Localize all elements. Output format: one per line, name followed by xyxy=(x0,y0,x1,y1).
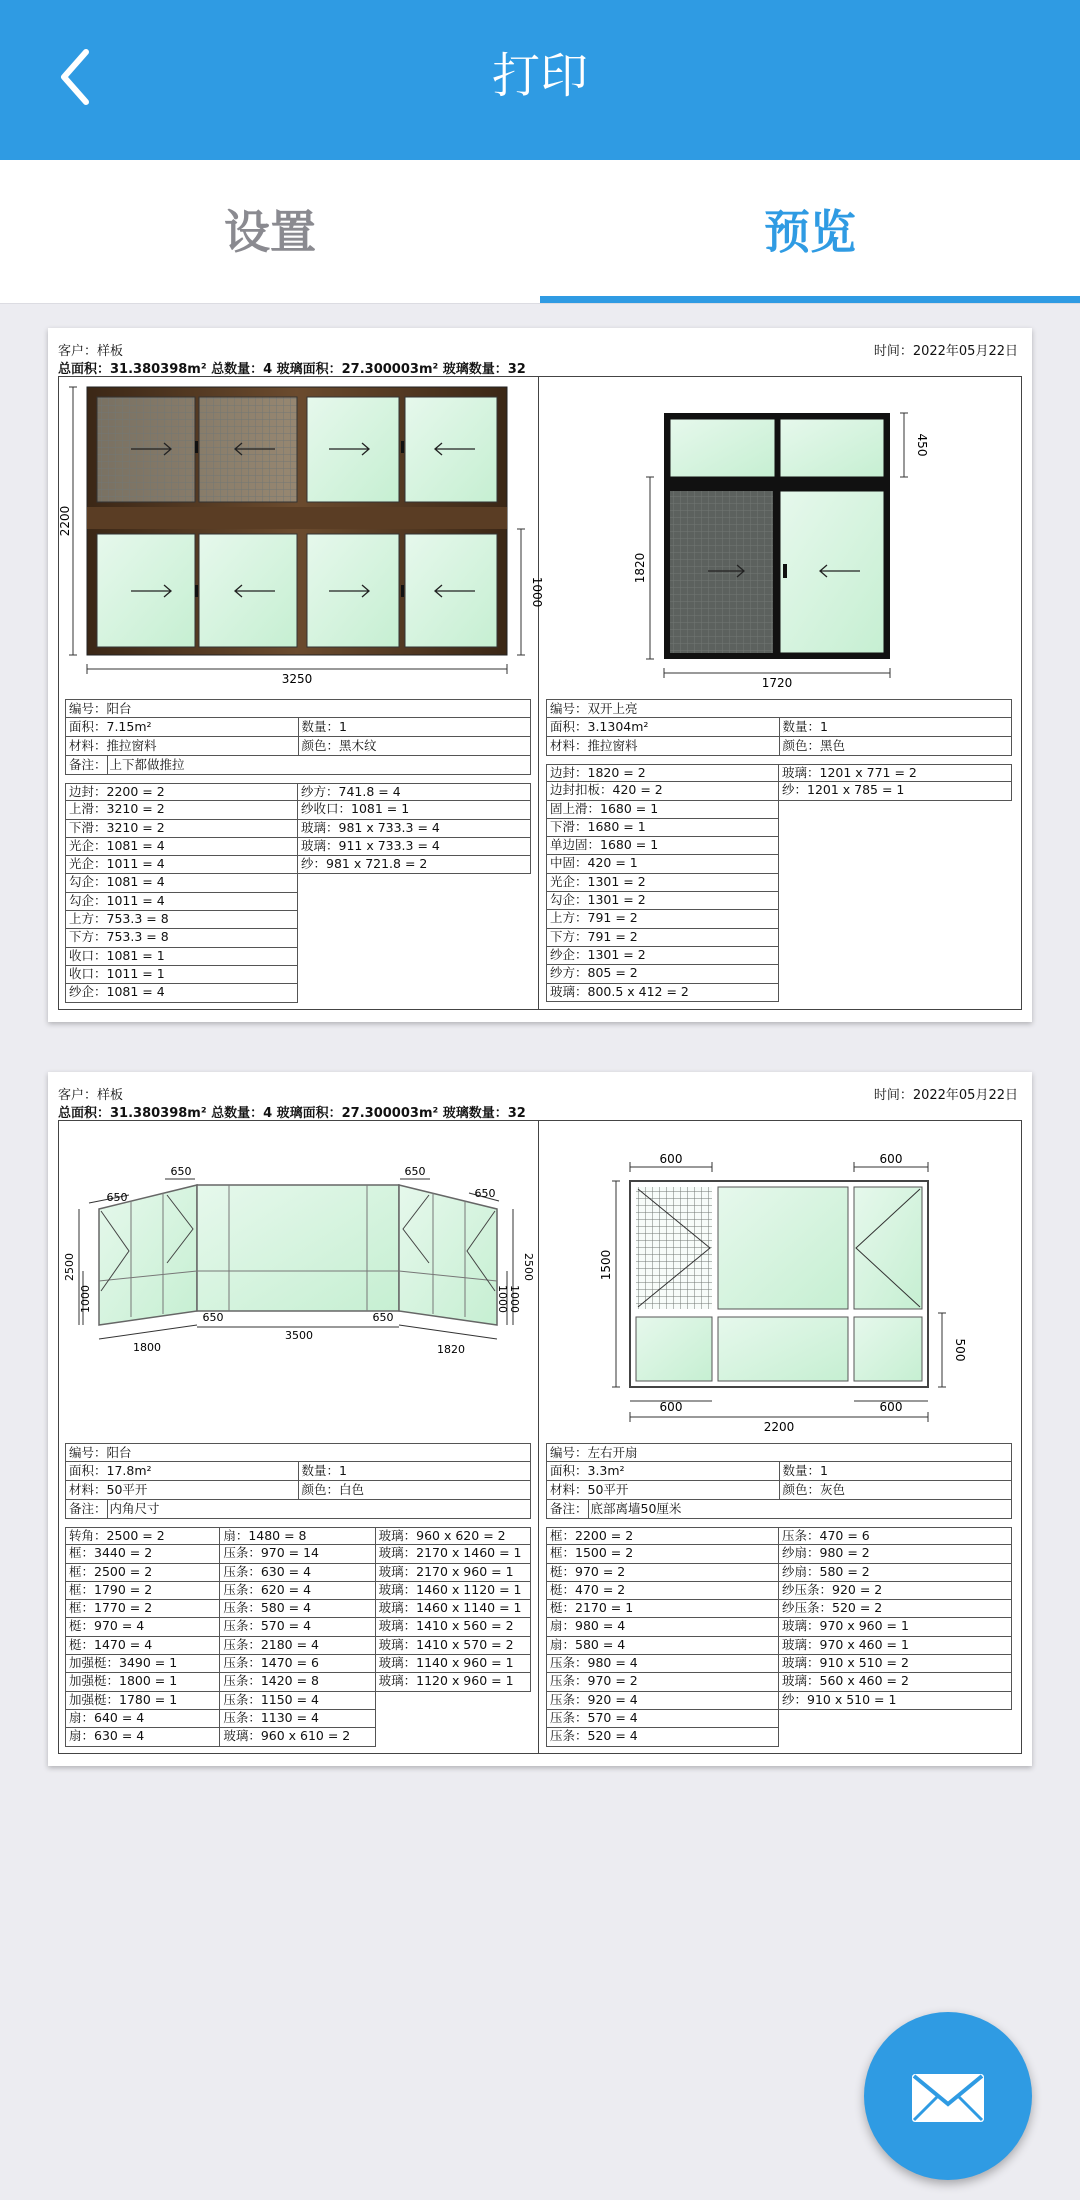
app-bar xyxy=(0,0,1080,160)
code-label: 编号：左右开扇 xyxy=(550,1445,638,1460)
material-item: 上方：791 = 2 xyxy=(546,910,779,928)
material-column xyxy=(298,783,531,874)
qty-label: 数量：1 xyxy=(298,718,531,736)
code-label: 编号：阳台 xyxy=(69,1445,132,1460)
dim-h1: 1800 xyxy=(133,1341,161,1354)
material-item: 玻璃：981 x 733.3 = 4 xyxy=(298,820,531,838)
material-column xyxy=(779,764,1012,801)
material-item: 纱企：1081 = 4 xyxy=(65,984,298,1002)
tab-preview[interactable]: 预览 xyxy=(764,205,856,259)
mail-icon xyxy=(864,2012,1032,2180)
window-drawing xyxy=(540,377,1018,697)
dim-l2: 1000 xyxy=(79,1285,92,1313)
material-item: 梃：470 = 2 xyxy=(546,1582,779,1600)
material-item: 纱扇：580 = 2 xyxy=(779,1564,1012,1582)
material-item: 玻璃：960 x 620 = 2 xyxy=(376,1527,531,1545)
material-item: 纱压条：520 = 2 xyxy=(779,1600,1012,1618)
material-item: 压条：970 = 14 xyxy=(220,1545,375,1563)
material-item: 玻璃：1410 x 570 = 2 xyxy=(376,1637,531,1655)
material-item: 勾企：1081 = 4 xyxy=(65,874,298,892)
code-label: 编号：双开上亮 xyxy=(550,701,638,716)
material-item: 框：2500 = 2 xyxy=(65,1564,220,1582)
material-item: 玻璃：911 x 733.3 = 4 xyxy=(298,838,531,856)
material-item: 勾企：1301 = 2 xyxy=(546,892,779,910)
material-column xyxy=(779,1527,1012,1710)
dim-b: 650 xyxy=(170,1165,192,1178)
print-page-2 xyxy=(48,1072,1032,1766)
window-cell xyxy=(540,377,1018,1009)
material-label: 材料：推拉窗料 xyxy=(550,738,638,753)
window-cell xyxy=(58,377,544,1009)
material-label: 材料：50平开 xyxy=(69,1482,148,1497)
remark-label: 备注： xyxy=(550,1501,588,1516)
dim-g: 3500 xyxy=(285,1329,313,1342)
window-info-table xyxy=(546,699,1012,756)
area-label: 面积：3.1304m² xyxy=(550,719,649,734)
material-item: 光企：1081 = 4 xyxy=(65,838,298,856)
dim-height: 1500 xyxy=(599,1249,613,1281)
material-item: 梃：2170 = 1 xyxy=(546,1600,779,1618)
material-item: 框：1500 = 2 xyxy=(546,1545,779,1563)
window-cell xyxy=(59,1121,537,1753)
window-info-table xyxy=(65,1443,531,1519)
summary-label: 总面积：31.380398m² 总数量：4 玻璃面积：27.300003m² 玻璃数量：32 xyxy=(58,362,526,377)
material-item: 压条：470 = 6 xyxy=(779,1527,1012,1545)
material-item: 梃：970 = 2 xyxy=(546,1564,779,1582)
area-label: 面积：17.8m² xyxy=(69,1463,152,1478)
tab-settings[interactable]: 设置 xyxy=(224,205,316,259)
material-item: 扇：580 = 4 xyxy=(546,1637,779,1655)
material-list xyxy=(546,764,1012,1002)
remark-value: 底部离墙50厘米 xyxy=(588,1500,1011,1518)
window-info-table xyxy=(65,699,531,775)
dim-top-right: 600 xyxy=(879,1152,903,1166)
color-label: 颜色：白色 xyxy=(298,1481,531,1499)
dim-r3: 2500 xyxy=(522,1253,535,1281)
dim-h2: 1820 xyxy=(437,1343,465,1356)
dim-top-left: 600 xyxy=(659,1152,683,1166)
material-item: 玻璃：2170 x 960 = 1 xyxy=(376,1564,531,1582)
material-item: 扇：640 = 4 xyxy=(65,1710,220,1728)
material-item: 梃：1470 = 4 xyxy=(65,1637,220,1655)
customer-label: 客户：样板 xyxy=(58,344,124,359)
qty-label: 数量：1 xyxy=(298,1462,531,1480)
dim-lower-height: 500 xyxy=(953,1338,967,1362)
area-label: 面积：7.15m² xyxy=(69,719,152,734)
material-item: 玻璃：970 x 960 = 1 xyxy=(779,1618,1012,1636)
dim-height: 2200 xyxy=(58,505,72,537)
dim-d: 650 xyxy=(474,1187,496,1200)
material-item: 压条：630 = 4 xyxy=(220,1564,375,1582)
material-item: 单边固：1680 = 1 xyxy=(546,837,779,855)
material-item: 压条：520 = 4 xyxy=(546,1728,779,1746)
material-item: 转角：2500 = 2 xyxy=(65,1527,220,1545)
material-item: 中固：420 = 1 xyxy=(546,855,779,873)
material-item: 纱：910 x 510 = 1 xyxy=(779,1692,1012,1710)
material-item: 压条：920 = 4 xyxy=(546,1692,779,1710)
window-cell xyxy=(540,1121,1018,1753)
page-title: 打印 xyxy=(491,48,588,104)
material-item: 下方：791 = 2 xyxy=(546,929,779,947)
material-item: 下滑：3210 = 2 xyxy=(65,820,298,838)
material-item: 扇：1480 = 8 xyxy=(220,1527,375,1545)
dim-width: 3250 xyxy=(281,672,313,686)
material-item: 框：3440 = 2 xyxy=(65,1545,220,1563)
material-item: 纱：981 x 721.8 = 2 xyxy=(298,856,531,874)
material-item: 玻璃：1460 x 1120 = 1 xyxy=(376,1582,531,1600)
qty-label: 数量：1 xyxy=(779,1462,1012,1480)
window-drawing xyxy=(58,377,544,697)
dim-width: 2200 xyxy=(763,1420,795,1434)
material-item: 压条：2180 = 4 xyxy=(220,1637,375,1655)
cell-divider xyxy=(538,1121,539,1753)
material-item: 压条：1470 = 6 xyxy=(220,1655,375,1673)
dim-e: 650 xyxy=(202,1311,224,1324)
dim-a: 650 xyxy=(106,1191,128,1204)
material-column xyxy=(65,783,298,1003)
dim-c: 650 xyxy=(404,1165,426,1178)
material-item: 玻璃：960 x 610 = 2 xyxy=(220,1728,375,1746)
material-item: 纱收口：1081 = 1 xyxy=(298,801,531,819)
color-label: 颜色：黑木纹 xyxy=(298,737,531,755)
material-item: 玻璃：910 x 510 = 2 xyxy=(779,1655,1012,1673)
material-label: 材料：推拉窗料 xyxy=(69,738,157,753)
material-item: 压条：580 = 4 xyxy=(220,1600,375,1618)
material-list xyxy=(546,1527,1012,1747)
material-item: 纱压条：920 = 2 xyxy=(779,1582,1012,1600)
material-item: 勾企：1011 = 4 xyxy=(65,893,298,911)
material-item: 光企：1011 = 4 xyxy=(65,856,298,874)
material-item: 下方：753.3 = 8 xyxy=(65,929,298,947)
material-item: 玻璃：1140 x 960 = 1 xyxy=(376,1655,531,1673)
material-item: 压条：570 = 4 xyxy=(220,1618,375,1636)
material-item: 框：1770 = 2 xyxy=(65,1600,220,1618)
material-item: 边封：2200 = 2 xyxy=(65,783,298,801)
material-item: 玻璃：1460 x 1140 = 1 xyxy=(376,1600,531,1618)
material-item: 玻璃：560 x 460 = 2 xyxy=(779,1673,1012,1691)
dim-top-height: 450 xyxy=(915,433,929,457)
material-item: 上滑：3210 = 2 xyxy=(65,801,298,819)
material-item: 玻璃：970 x 460 = 1 xyxy=(779,1637,1012,1655)
window-info-table xyxy=(546,1443,1012,1519)
material-item: 压条：570 = 4 xyxy=(546,1710,779,1728)
material-item: 扇：630 = 4 xyxy=(65,1728,220,1746)
material-item: 加强梃：3490 = 1 xyxy=(65,1655,220,1673)
cell-divider xyxy=(538,377,539,1009)
material-item: 收口：1081 = 1 xyxy=(65,948,298,966)
material-item: 压条：970 = 2 xyxy=(546,1673,779,1691)
material-item: 光企：1301 = 2 xyxy=(546,874,779,892)
dim-r2: 1000 xyxy=(508,1285,521,1313)
material-label: 材料：50平开 xyxy=(550,1482,629,1497)
active-tab-indicator xyxy=(540,296,1080,303)
material-item: 压条：1420 = 8 xyxy=(220,1673,375,1691)
dim-r1: 1000 xyxy=(496,1285,509,1313)
remark-label: 备注： xyxy=(69,757,107,772)
material-column xyxy=(376,1527,531,1692)
material-item: 扇：980 = 4 xyxy=(546,1618,779,1636)
material-item: 边封扣板：420 = 2 xyxy=(546,782,779,800)
material-item: 加强梃：1800 = 1 xyxy=(65,1673,220,1691)
time-label: 时间：2022年05月22日 xyxy=(873,1088,1018,1103)
dim-width: 1720 xyxy=(761,676,793,690)
dim-f: 650 xyxy=(372,1311,394,1324)
material-item: 加强梃：1780 = 1 xyxy=(65,1692,220,1710)
dim-bottom-right: 600 xyxy=(879,1400,903,1414)
material-item: 纱企：1301 = 2 xyxy=(546,947,779,965)
material-item: 纱扇：980 = 2 xyxy=(779,1545,1012,1563)
material-item: 压条：1130 = 4 xyxy=(220,1710,375,1728)
page-grid xyxy=(58,1120,1022,1754)
material-item: 玻璃：1120 x 960 = 1 xyxy=(376,1673,531,1691)
window-drawing xyxy=(59,1121,537,1441)
send-email-button[interactable] xyxy=(864,2012,1032,2180)
remark-value: 上下都做推拉 xyxy=(107,756,530,774)
material-item: 纱：1201 x 785 = 1 xyxy=(779,782,1012,800)
time-label: 时间：2022年05月22日 xyxy=(873,344,1018,359)
material-item: 压条：980 = 4 xyxy=(546,1655,779,1673)
window-drawing xyxy=(540,1121,1018,1441)
material-column xyxy=(546,1527,779,1747)
material-item: 玻璃：2170 x 1460 = 1 xyxy=(376,1545,531,1563)
customer-label: 客户：样板 xyxy=(58,1088,124,1103)
color-label: 颜色：黑色 xyxy=(779,737,1012,755)
summary-label: 总面积：31.380398m² 总数量：4 玻璃面积：27.300003m² 玻璃数量：32 xyxy=(58,1106,526,1121)
area-label: 面积：3.3m² xyxy=(550,1463,625,1478)
material-item: 边封：1820 = 2 xyxy=(546,764,779,782)
page-grid xyxy=(58,376,1022,1010)
material-column xyxy=(546,764,779,1002)
material-item: 框：1790 = 2 xyxy=(65,1582,220,1600)
tab-bar xyxy=(0,160,1080,304)
material-item: 玻璃：1201 x 771 = 2 xyxy=(779,764,1012,782)
material-column xyxy=(220,1527,375,1747)
material-item: 玻璃：1410 x 560 = 2 xyxy=(376,1618,531,1636)
code-label: 编号：阳台 xyxy=(69,701,132,716)
remark-label: 备注： xyxy=(69,1501,107,1516)
material-item: 纱方：805 = 2 xyxy=(546,965,779,983)
material-list xyxy=(65,783,531,1003)
dim-l1: 2500 xyxy=(63,1253,76,1281)
material-item: 纱方：741.8 = 4 xyxy=(298,783,531,801)
dim-bottom-left: 600 xyxy=(659,1400,683,1414)
qty-label: 数量：1 xyxy=(779,718,1012,736)
color-label: 颜色：灰色 xyxy=(779,1481,1012,1499)
material-item: 压条：1150 = 4 xyxy=(220,1692,375,1710)
material-item: 梃：970 = 4 xyxy=(65,1618,220,1636)
material-item: 固上滑：1680 = 1 xyxy=(546,801,779,819)
material-item: 压条：620 = 4 xyxy=(220,1582,375,1600)
material-item: 收口：1011 = 1 xyxy=(65,966,298,984)
remark-value: 内角尺寸 xyxy=(107,1500,530,1518)
material-list xyxy=(65,1527,531,1747)
print-page-1 xyxy=(48,328,1032,1022)
material-item: 上方：753.3 = 8 xyxy=(65,911,298,929)
material-item: 框：2200 = 2 xyxy=(546,1527,779,1545)
dim-lower-height: 1000 xyxy=(530,576,544,608)
dim-height: 1820 xyxy=(633,552,647,584)
material-item: 玻璃：800.5 x 412 = 2 xyxy=(546,984,779,1002)
material-column xyxy=(65,1527,220,1747)
material-item: 下滑：1680 = 1 xyxy=(546,819,779,837)
